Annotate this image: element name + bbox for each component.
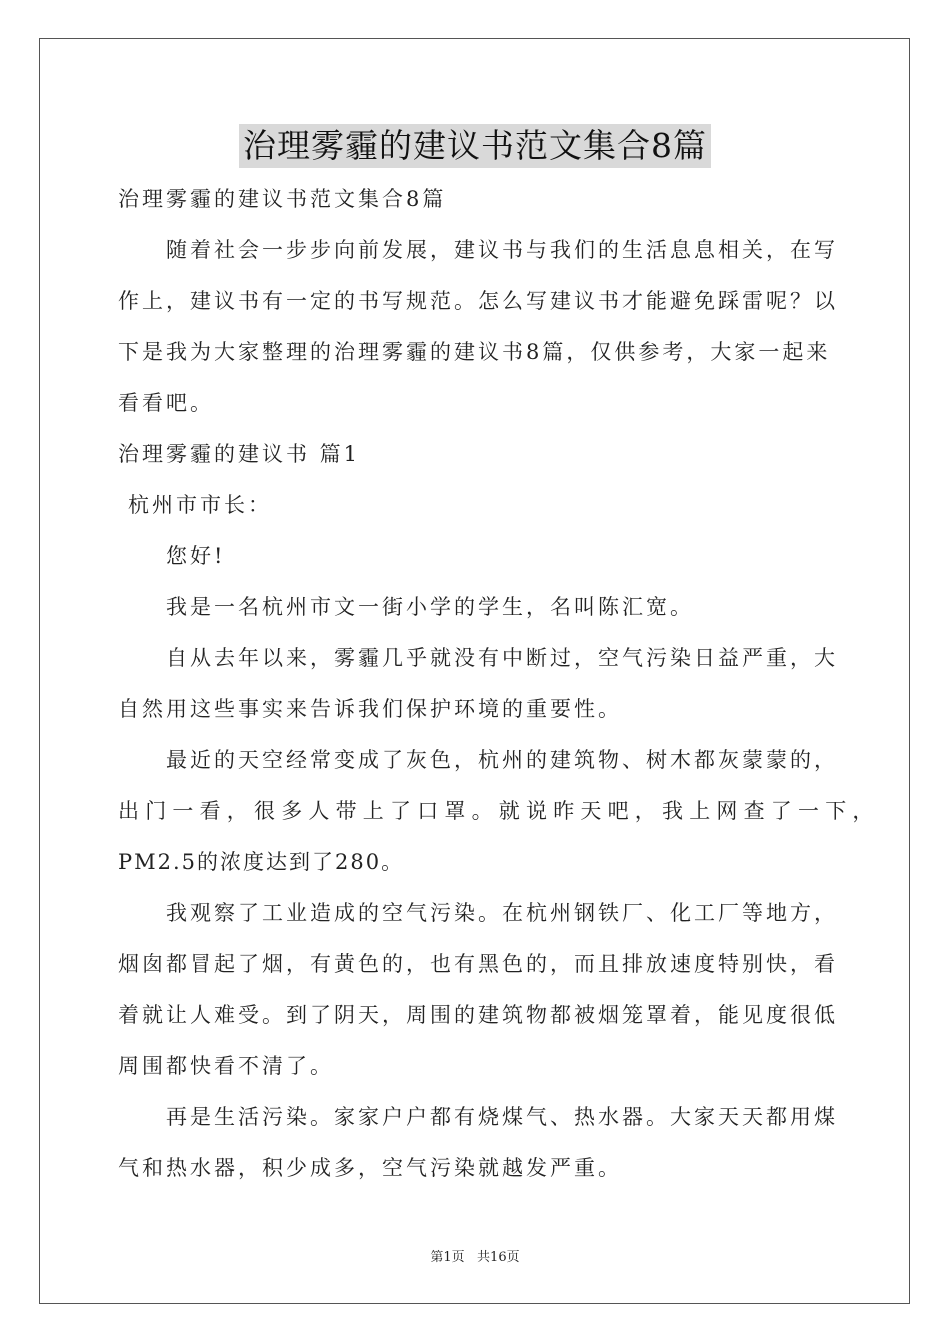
greeting-line: 您好! xyxy=(166,544,226,568)
subtitle-line: 治理雾霾的建议书范文集合8篇 xyxy=(118,187,447,211)
paragraph-line: 再是生活污染。家家户户都有烧煤气、热水器。大家天天都用煤 xyxy=(166,1105,838,1129)
paragraph-line: 我是一名杭州市文一街小学的学生，名叫陈汇宽。 xyxy=(166,595,694,619)
paragraph-line: 随着社会一步步向前发展，建议书与我们的生活息息相关，在写 xyxy=(166,238,838,262)
paragraph-line: 自从去年以来，雾霾几乎就没有中断过，空气污染日益严重，大 xyxy=(166,646,838,670)
section-heading: 治理雾霾的建议书 篇1 xyxy=(118,442,361,466)
document-body xyxy=(118,174,880,1194)
paragraph-line: 着就让人难受。到了阴天，周围的建筑物都被烟笼罩着，能见度很低 xyxy=(118,1003,838,1027)
paragraph-line: 烟囱都冒起了烟，有黄色的，也有黑色的，而且排放速度特别快，看 xyxy=(118,952,838,976)
page-number: 第1页 共16页 xyxy=(430,1250,520,1265)
paragraph-line: PM2.5的浓度达到了280。 xyxy=(118,850,405,874)
document-title: 治理雾霾的建议书范文集合8篇 xyxy=(239,124,711,168)
paragraph-line: 周围都快看不清了。 xyxy=(118,1054,334,1078)
paragraph-line: 我观察了工业造成的空气污染。在杭州钢铁厂、化工厂等地方， xyxy=(166,901,838,925)
paragraph-line: 自然用这些事实来告诉我们保护环境的重要性。 xyxy=(118,697,622,721)
salutation-line: 杭州市市长： xyxy=(128,493,272,517)
paragraph-line: 出门一看，很多人带上了口罩。就说昨天吧，我上网查了一下， xyxy=(118,799,880,823)
paragraph-line: 作上，建议书有一定的书写规范。怎么写建议书才能避免踩雷呢？以 xyxy=(118,289,838,313)
paragraph-line: 看看吧。 xyxy=(118,391,214,415)
paragraph-line: 下是我为大家整理的治理雾霾的建议书8篇，仅供参考，大家一起来 xyxy=(118,340,831,364)
paragraph-line: 气和热水器，积少成多，空气污染就越发严重。 xyxy=(118,1156,622,1180)
paragraph-line: 最近的天空经常变成了灰色，杭州的建筑物、树木都灰蒙蒙的， xyxy=(166,748,838,772)
title-container xyxy=(0,124,950,168)
